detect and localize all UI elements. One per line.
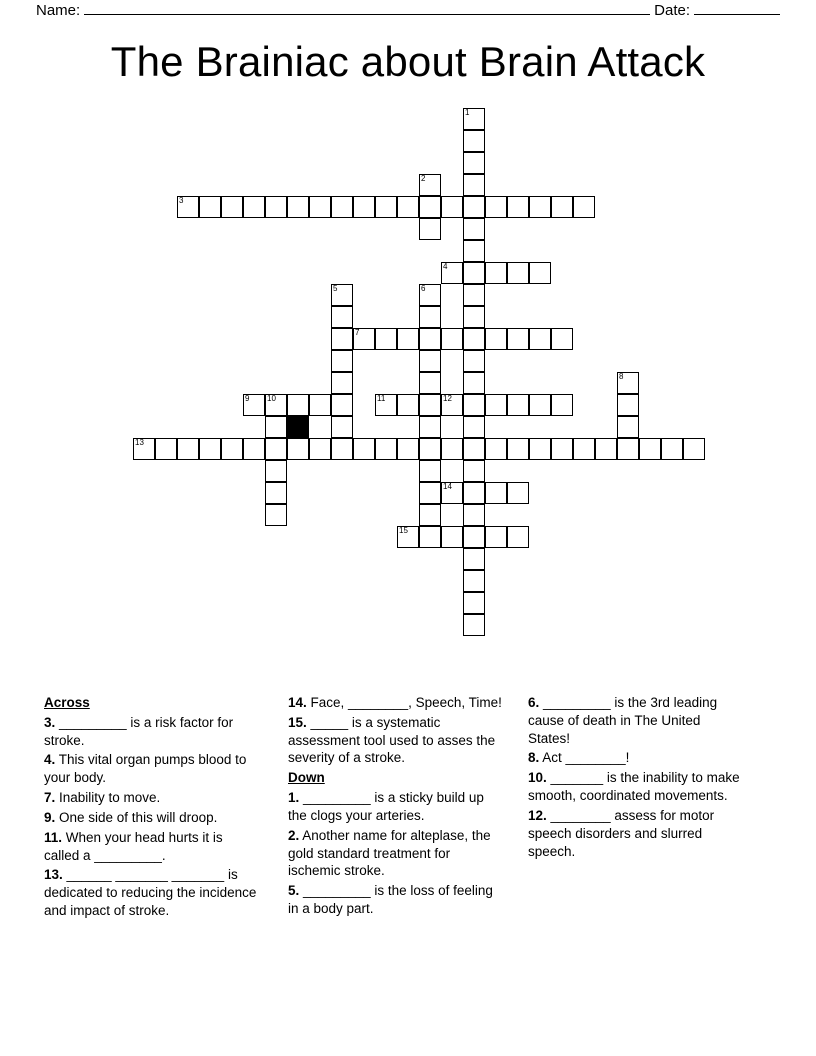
clue-text: Another name for alteplase, the gold standard treatment for ischemic stroke.: [288, 827, 491, 879]
crossword-cell[interactable]: [485, 328, 507, 350]
clue-down-1: [288, 789, 502, 825]
crossword-cell[interactable]: [463, 592, 485, 614]
crossword-cell[interactable]: [551, 196, 573, 218]
crossword-cell[interactable]: [507, 196, 529, 218]
crossword-cell[interactable]: [375, 328, 397, 350]
clue-number: 6.: [528, 695, 540, 710]
cell-number: 13: [135, 438, 144, 447]
crossword-cell[interactable]: [507, 482, 529, 504]
crossword-cell[interactable]: [617, 372, 639, 394]
crossword-cell[interactable]: [463, 570, 485, 592]
crossword-cell[interactable]: [617, 394, 639, 416]
clue-number: 7.: [44, 790, 56, 806]
across-heading: Across: [44, 695, 90, 710]
clue-text: _________ is the 3rd leading cause of death in The United States!: [528, 695, 718, 746]
crossword-cell[interactable]: [463, 240, 485, 262]
crossword-cell[interactable]: [661, 438, 683, 460]
crossword-cell[interactable]: [441, 526, 463, 548]
clue-text: This vital organ pumps blood to your body.: [44, 752, 247, 786]
crossword-cell[interactable]: [177, 438, 199, 460]
crossword-cell[interactable]: [419, 526, 441, 548]
crossword-cell[interactable]: [133, 438, 155, 460]
clue-number: 11.: [44, 829, 63, 845]
cell-number: 10: [267, 394, 276, 403]
clue-number: 10.: [528, 770, 547, 786]
crossword-cell[interactable]: [617, 438, 639, 460]
crossword-cell[interactable]: [397, 438, 419, 460]
crossword-cell[interactable]: [529, 328, 551, 350]
clue-text: Face, ________, Speech, Time!: [306, 695, 502, 710]
crossword-cell[interactable]: [441, 328, 463, 350]
crossword-cell[interactable]: [419, 460, 441, 482]
crossword-cell[interactable]: [441, 482, 463, 504]
clue-number: 5.: [288, 883, 300, 899]
crossword-cell[interactable]: [507, 394, 529, 416]
crossword-cell[interactable]: [463, 460, 485, 482]
clue-down-2: [288, 827, 502, 880]
cell-number: 2: [421, 174, 426, 183]
clue-number: 8.: [528, 750, 540, 766]
crossword-cell[interactable]: [419, 394, 441, 416]
crossword-cell[interactable]: [331, 328, 353, 350]
crossword-cell[interactable]: [331, 438, 353, 460]
clue-column-1: [44, 694, 258, 922]
crossword-cell[interactable]: [507, 328, 529, 350]
crossword-cell[interactable]: [529, 196, 551, 218]
crossword-cell[interactable]: [573, 438, 595, 460]
down-heading: Down: [288, 770, 325, 786]
clue-number: 13.: [44, 867, 63, 883]
crossword-cell[interactable]: [419, 350, 441, 372]
name-write-line: [84, 14, 650, 15]
crossword-cell[interactable]: [463, 372, 485, 394]
clue-down-12: [528, 807, 742, 860]
crossword-cell[interactable]: [397, 526, 419, 548]
crossword-cell[interactable]: [243, 438, 265, 460]
cell-number: 11: [377, 394, 386, 403]
cell-number: 6: [421, 284, 426, 293]
clue-across-9: [44, 809, 258, 827]
clue-text: ________ assess for motor speech disorders and slurred speech.: [528, 807, 715, 859]
crossword-cell[interactable]: [419, 438, 441, 460]
crossword-cell[interactable]: [463, 482, 485, 504]
crossword-cell[interactable]: [485, 394, 507, 416]
crossword-cell[interactable]: [507, 438, 529, 460]
crossword-cell[interactable]: [353, 438, 375, 460]
crossword-cell[interactable]: [287, 196, 309, 218]
crossword-cell[interactable]: [221, 196, 243, 218]
crossword-cell[interactable]: [419, 174, 441, 196]
crossword-cell[interactable]: [419, 416, 441, 438]
crossword-cell[interactable]: [177, 196, 199, 218]
crossword-cell[interactable]: [199, 196, 221, 218]
crossword-cell[interactable]: [463, 394, 485, 416]
clue-number: 1.: [288, 790, 300, 806]
crossword-cell[interactable]: [309, 394, 331, 416]
crossword-cell[interactable]: [463, 262, 485, 284]
page-title: The Brainiac about Brain Attack: [110, 38, 706, 85]
crossword-area: [0, 108, 816, 678]
crossword-cell[interactable]: [265, 482, 287, 504]
clue-column-2: [288, 694, 502, 920]
cell-number: 7: [355, 328, 360, 337]
clue-number: 2.: [288, 827, 300, 843]
clues-area: [44, 694, 772, 994]
crossword-cell[interactable]: [331, 416, 353, 438]
crossword-cell[interactable]: [529, 438, 551, 460]
crossword-cell[interactable]: [265, 460, 287, 482]
crossword-cell[interactable]: [485, 196, 507, 218]
crossword-cell[interactable]: [441, 262, 463, 284]
clue-text: One side of this will droop.: [55, 809, 218, 825]
crossword-cell[interactable]: [397, 328, 419, 350]
crossword-cell[interactable]: [419, 196, 441, 218]
crossword-cell[interactable]: [309, 196, 331, 218]
clue-across-4: [44, 751, 258, 787]
clue-text: _____ is a systematic assessment tool used to asses the severity of a stroke.: [288, 714, 496, 766]
cell-number: 5: [333, 284, 338, 293]
crossword-cell[interactable]: [485, 482, 507, 504]
crossword-cell[interactable]: [463, 108, 485, 130]
crossword-cell[interactable]: [551, 328, 573, 350]
crossword-cell[interactable]: [265, 394, 287, 416]
crossword-cell[interactable]: [639, 438, 661, 460]
crossword-cell[interactable]: [419, 504, 441, 526]
cell-number: 3: [179, 196, 184, 205]
crossword-cell[interactable]: [331, 196, 353, 218]
crossword-cell[interactable]: [463, 284, 485, 306]
crossword-cell[interactable]: [419, 218, 441, 240]
crossword-cell[interactable]: [353, 196, 375, 218]
date-label: Date:: [654, 2, 690, 19]
crossword-cell[interactable]: [573, 196, 595, 218]
clue-across-11: [44, 829, 258, 865]
crossword-cell[interactable]: [485, 438, 507, 460]
cell-number: 4: [443, 262, 448, 271]
cell-number: 1: [465, 108, 470, 117]
crossword-cell[interactable]: [331, 372, 353, 394]
crossword-cell[interactable]: [265, 504, 287, 526]
crossword-cell[interactable]: [265, 416, 287, 438]
crossword-cell[interactable]: [463, 614, 485, 636]
clue-number: 4.: [44, 752, 56, 768]
crossword-cell[interactable]: [463, 152, 485, 174]
clue-number: 9.: [44, 809, 56, 825]
crossword-cell[interactable]: [463, 416, 485, 438]
name-label: Name:: [36, 2, 81, 19]
crossword-cell[interactable]: [331, 394, 353, 416]
clue-number: 3.: [44, 714, 56, 730]
crossword-cell[interactable]: [397, 196, 419, 218]
crossword-cell[interactable]: [375, 196, 397, 218]
crossword-cell[interactable]: [463, 526, 485, 548]
crossword-cell[interactable]: [529, 262, 551, 284]
crossword-cell[interactable]: [331, 284, 353, 306]
crossword-cell[interactable]: [683, 438, 705, 460]
crossword-cell[interactable]: [463, 548, 485, 570]
clue-text: _________ is a sticky build up the clogs your arteries.: [288, 790, 484, 823]
crossword-block: [287, 416, 309, 438]
crossword-cell[interactable]: [419, 328, 441, 350]
cell-number: 12: [443, 394, 452, 403]
crossword-cell[interactable]: [265, 196, 287, 218]
crossword-grid: [111, 108, 705, 658]
crossword-cell[interactable]: [441, 196, 463, 218]
clue-text: _________ is a risk factor for stroke.: [44, 714, 234, 748]
cell-number: 9: [245, 394, 250, 403]
crossword-cell[interactable]: [485, 526, 507, 548]
crossword-cell[interactable]: [463, 130, 485, 152]
crossword-cell[interactable]: [375, 438, 397, 460]
crossword-cell[interactable]: [463, 350, 485, 372]
clue-across-14: [288, 694, 502, 712]
crossword-cell[interactable]: [331, 350, 353, 372]
crossword-cell[interactable]: [419, 284, 441, 306]
crossword-cell[interactable]: [397, 394, 419, 416]
clue-down-8: [528, 749, 742, 767]
crossword-cell[interactable]: [331, 306, 353, 328]
clue-text: Inability to move.: [55, 790, 161, 806]
crossword-cell[interactable]: [507, 262, 529, 284]
crossword-cell[interactable]: [243, 196, 265, 218]
crossword-cell[interactable]: [463, 306, 485, 328]
date-write-line: [694, 14, 780, 15]
clue-text: When your head hurts it is called a _________.: [44, 829, 223, 863]
clue-number: 14.: [288, 695, 307, 710]
clue-across-3: [44, 714, 258, 750]
crossword-cell[interactable]: [265, 438, 287, 460]
clue-across-15: [288, 714, 502, 767]
cell-number: 15: [399, 526, 408, 535]
crossword-cell[interactable]: [287, 438, 309, 460]
crossword-cell[interactable]: [375, 394, 397, 416]
crossword-cell[interactable]: [419, 372, 441, 394]
clue-text: _______ is the inability to make smooth, coordinated movements.: [528, 770, 740, 804]
crossword-cell[interactable]: [309, 438, 331, 460]
crossword-cell[interactable]: [463, 196, 485, 218]
crossword-cell[interactable]: [441, 394, 463, 416]
crossword-cell[interactable]: [463, 504, 485, 526]
name-date-line: [36, 2, 780, 19]
clue-column-3: [528, 694, 742, 862]
crossword-cell[interactable]: [287, 394, 309, 416]
clue-across-7: [44, 789, 258, 807]
clue-number: 12.: [528, 807, 547, 823]
clue-text: _________ is the loss of feeling in a body part.: [288, 883, 493, 916]
crossword-cell[interactable]: [551, 438, 573, 460]
crossword-cell[interactable]: [617, 416, 639, 438]
clue-down-10: [528, 769, 742, 805]
crossword-cell[interactable]: [463, 174, 485, 196]
crossword-cell[interactable]: [529, 394, 551, 416]
clue-text: ______ _______ _______ is dedicated to reducing the incidence and impact of stroke.: [44, 867, 257, 918]
crossword-cell[interactable]: [507, 526, 529, 548]
clue-number: 15.: [288, 714, 307, 730]
crossword-cell[interactable]: [463, 328, 485, 350]
crossword-cell[interactable]: [199, 438, 221, 460]
crossword-cell[interactable]: [463, 438, 485, 460]
crossword-cell[interactable]: [155, 438, 177, 460]
crossword-cell[interactable]: [551, 394, 573, 416]
crossword-cell[interactable]: [419, 306, 441, 328]
clue-across-13: [44, 866, 258, 919]
crossword-cell[interactable]: [463, 218, 485, 240]
cell-number: 8: [619, 372, 624, 381]
crossword-cell[interactable]: [485, 262, 507, 284]
crossword-cell[interactable]: [353, 328, 375, 350]
crossword-cell[interactable]: [441, 438, 463, 460]
cell-number: 14: [443, 482, 452, 491]
crossword-cell[interactable]: [243, 394, 265, 416]
crossword-cell[interactable]: [419, 482, 441, 504]
crossword-cell[interactable]: [595, 438, 617, 460]
clue-down-6: [528, 694, 742, 747]
clue-down-5: [288, 882, 502, 918]
clue-text: Act ________!: [539, 750, 630, 766]
crossword-cell[interactable]: [221, 438, 243, 460]
